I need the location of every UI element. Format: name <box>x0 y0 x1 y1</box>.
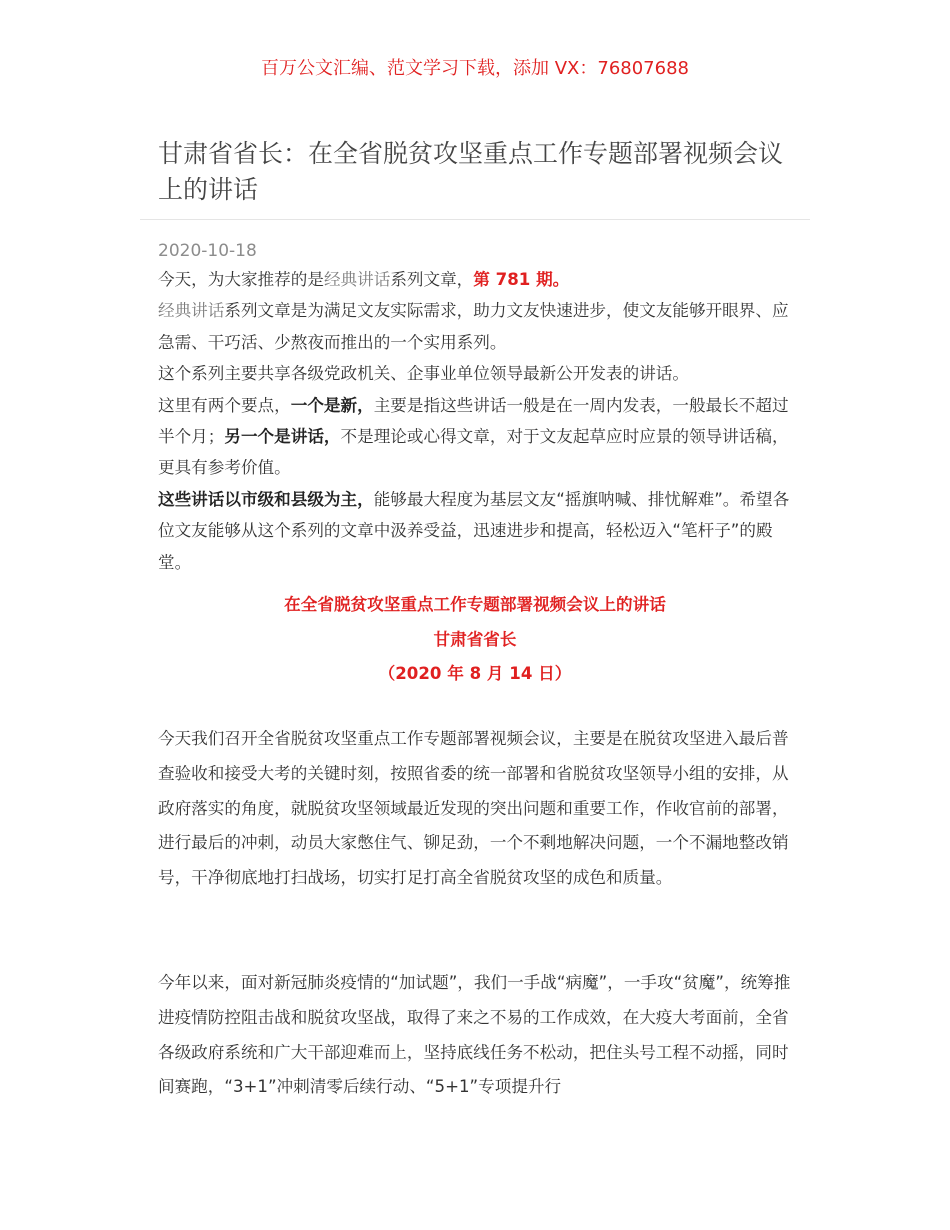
intro-text: 系列文章， <box>390 270 474 289</box>
speech-paragraph-2: 今年以来，面对新冠肺炎疫情的“加试题”，我们一手战“病魔”，一手攻“贫魔”，统筹推进疫情防控阻击战和脱贫攻坚战，取得了来之不易的工作成效，在大疫大考面前，全省各级政府系统和广大干部迎难而上，坚持底线任务不松动，把住头号工程不动摇，同时间赛跑，“3+1”冲刺清零后续行动、“5+1”专项提升行 <box>158 973 791 1097</box>
series-name: 经典讲话 <box>158 301 225 321</box>
intro-text: 不是理论或心得文章，对于文友起草应时应景的领导讲话稿，更具有参考价值。 <box>158 427 789 478</box>
series-name: 经典讲话 <box>323 270 391 289</box>
intro-paragraph-5 <box>158 484 794 578</box>
speech-heading <box>0 588 950 692</box>
intro-text: 系列文章是为满足文友实际需求，助力文友快速进步，使文友能够开眼界、应急需、干巧活、少熬夜而推出的一个实用系列。 <box>158 301 789 352</box>
intro-text: 这里有两个要点， <box>158 395 291 415</box>
speech-speaker: 甘肃省省长 <box>433 629 517 649</box>
article-title: 甘肃省省长：在全省脱贫攻坚重点工作专题部署视频会议上的讲话 <box>158 139 784 204</box>
intro-text: 能够最大程度为基层文友“摇旗呐喊、排忧解难”。希望各位文友能够从这个系列的文章中汲养受益，迅速进步和提高，轻松迈入“笔杆子”的殿堂。 <box>158 489 790 572</box>
intro-paragraph-4 <box>158 390 794 484</box>
speech-title: 在全省脱贫攻坚重点工作专题部署视频会议上的讲话 <box>284 595 666 614</box>
intro-text: 主要是指这些讲话一般是在一周内发表，一般最长不超过半个月； <box>158 395 789 447</box>
intro-section <box>158 264 794 578</box>
speech-date: （2020 年 8 月 14 日） <box>378 664 572 683</box>
intro-paragraph-1 <box>158 264 794 295</box>
intro-text: 今天，为大家推荐的是 <box>158 270 324 289</box>
article-date: 2020-10-18 <box>158 241 257 261</box>
download-banner: 百万公文汇编、范文学习下载，添加 VX：76807688 <box>261 58 689 79</box>
issue-number: 第 781 期。 <box>473 270 570 289</box>
intro-paragraph-3: 这个系列主要共享各级党政机关、企事业单位领导最新公开发表的讲话。 <box>158 364 689 384</box>
key-point-speech: 另一个是讲话， <box>224 427 341 447</box>
key-point-new: 一个是新， <box>290 395 374 415</box>
intro-paragraph-2 <box>158 295 794 358</box>
speech-paragraph-1: 今天我们召开全省脱贫攻坚重点工作专题部署视频会议，主要是在脱贫攻坚进入最后普查验收和接受大考的关键时刻，按照省委的统一部署和省脱贫攻坚领导小组的安排，从政府落实的角度，就脱贫攻坚领域最近发现的突出问题和重要工作，作收官前的部署，进行最后的冲刺，动员大家憋住气、铆足劲，一个不剩地解决问题，一个不漏地整改销号，干净彻底地打扫战场，切实打足打高全省脱贫攻坚的成色和质量。 <box>158 729 789 888</box>
title-divider <box>140 219 810 220</box>
key-point-level: 这些讲话以市级和县级为主， <box>158 489 374 509</box>
